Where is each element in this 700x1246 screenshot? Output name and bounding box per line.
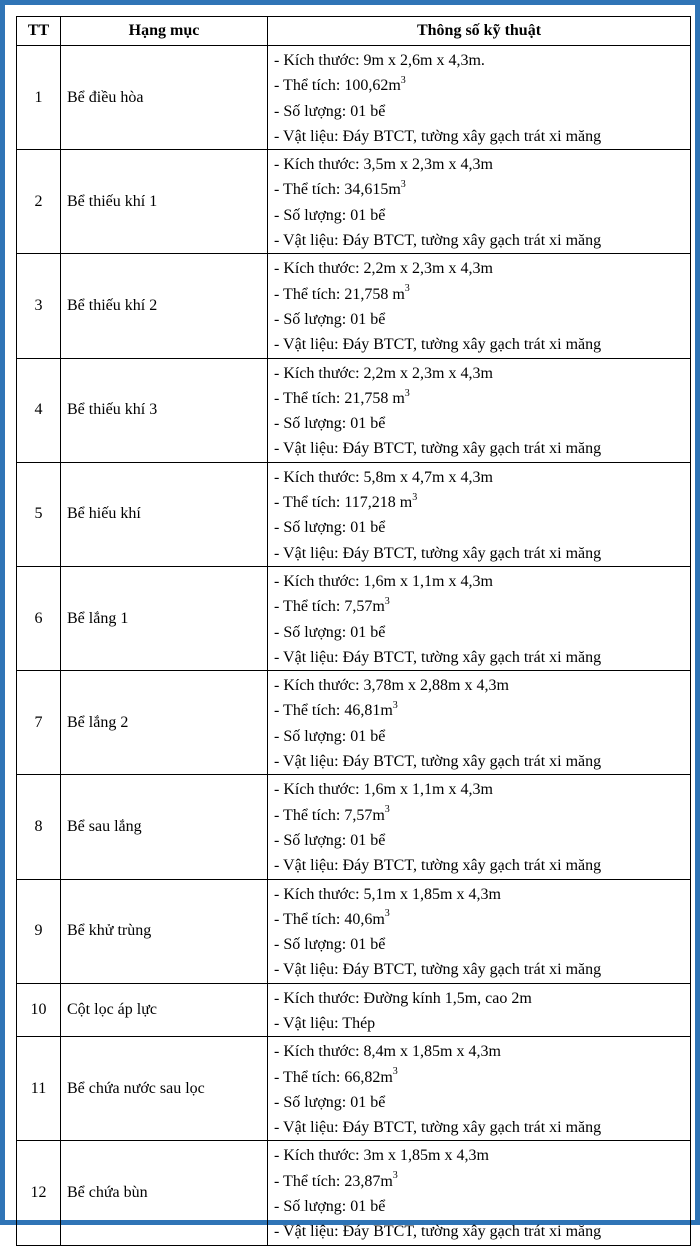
spec-text: - Thể tích: 66,82m: [274, 1068, 393, 1086]
item-name: Bể thiếu khí 2: [61, 254, 268, 358]
spec-line: [274, 620, 686, 645]
row-number: 7: [17, 671, 61, 775]
spec-line: [274, 749, 686, 774]
item-name: Bể sau lắng: [61, 775, 268, 879]
spec-text: - Vật liệu: Đáy BTCT, tường xây gạch trát xi măng: [274, 753, 602, 771]
spec-text: - Vật liệu: Đáy BTCT, tường xây gạch trát xi măng: [274, 961, 602, 979]
spec-text: - Kích thước: 2,2m x 2,3m x 4,3m: [274, 260, 493, 278]
item-name: Bể lắng 2: [61, 671, 268, 775]
spec-line: [274, 803, 686, 828]
row-number: 10: [17, 983, 61, 1037]
spec-text: - Vật liệu: Đáy BTCT, tường xây gạch trát xi măng: [274, 440, 602, 458]
item-specs: [268, 566, 691, 670]
spec-text: - Kích thước: 5,8m x 4,7m x 4,3m: [274, 468, 493, 486]
table-row: [17, 462, 691, 566]
spec-line: [274, 1011, 686, 1036]
spec-line: [274, 386, 686, 411]
spec-text: - Vật liệu: Đáy BTCT, tường xây gạch trát xi măng: [274, 1119, 602, 1137]
spec-line: [274, 828, 686, 853]
row-number: 5: [17, 462, 61, 566]
spec-line: [274, 907, 686, 932]
unit-superscript: 3: [412, 491, 418, 503]
spec-line: [274, 698, 686, 723]
spec-line: [274, 515, 686, 540]
table-header-row: [17, 17, 691, 46]
item-specs: [268, 671, 691, 775]
item-specs: [268, 150, 691, 254]
spec-text: - Số lượng: 01 bể: [274, 310, 386, 328]
unit-superscript: 3: [392, 1066, 398, 1078]
spec-line: [274, 882, 686, 907]
row-number: 9: [17, 879, 61, 983]
unit-superscript: 3: [404, 283, 410, 295]
spec-line: [274, 724, 686, 749]
table-row: [17, 775, 691, 879]
spec-text: - Kích thước: 8,4m x 1,85m x 4,3m: [274, 1043, 501, 1061]
unit-superscript: 3: [392, 1170, 398, 1182]
spec-text: - Số lượng: 01 bể: [274, 727, 386, 745]
item-name: Bể chứa nước sau lọc: [61, 1037, 268, 1141]
item-name: Bể hiếu khí: [61, 462, 268, 566]
table-row: [17, 46, 691, 150]
spec-text: - Thể tích: 7,57m: [274, 598, 385, 616]
spec-text: - Số lượng: 01 bể: [274, 206, 386, 224]
spec-line: [274, 307, 686, 332]
table-row: [17, 150, 691, 254]
spec-text: - Thể tích: 100,62m: [274, 77, 401, 95]
spec-text: - Vật liệu: Đáy BTCT, tường xây gạch trát xi măng: [274, 232, 602, 250]
item-specs: [268, 775, 691, 879]
spec-text: - Kích thước: Đường kính 1,5m, cao 2m: [274, 989, 532, 1007]
spec-line: [274, 465, 686, 490]
spec-text: - Số lượng: 01 bể: [274, 519, 386, 537]
spec-text: - Vật liệu: Thép: [274, 1014, 376, 1032]
row-number: 11: [17, 1037, 61, 1141]
table-row: [17, 566, 691, 670]
header-specs: Thông số kỹ thuật: [268, 17, 691, 46]
row-number: 2: [17, 150, 61, 254]
spec-text: - Kích thước: 3,78m x 2,88m x 4,3m: [274, 677, 509, 695]
spec-line: [274, 986, 686, 1011]
spec-text: - Vật liệu: Đáy BTCT, tường xây gạch trát xi măng: [274, 544, 602, 562]
spec-line: [274, 124, 686, 149]
row-number: 6: [17, 566, 61, 670]
spec-line: [274, 203, 686, 228]
spec-line: [274, 99, 686, 124]
spec-text: - Vật liệu: Đáy BTCT, tường xây gạch trát xi măng: [274, 336, 602, 354]
spec-line: [274, 569, 686, 594]
header-item: Hạng mục: [61, 17, 268, 46]
spec-text: - Số lượng: 01 bể: [274, 102, 386, 120]
spec-text: - Thể tích: 34,615m: [274, 181, 401, 199]
spec-line: [274, 436, 686, 461]
item-name: Bể thiếu khí 1: [61, 150, 268, 254]
item-specs: [268, 1141, 691, 1245]
table-row: [17, 983, 691, 1037]
spec-line: [274, 48, 686, 73]
item-name: Cột lọc áp lực: [61, 983, 268, 1037]
item-name: Bể điều hòa: [61, 46, 268, 150]
table-body: [17, 46, 691, 1246]
unit-superscript: 3: [384, 804, 390, 816]
spec-text: - Thể tích: 117,218 m: [274, 494, 413, 512]
unit-superscript: 3: [384, 595, 390, 607]
spec-line: [274, 332, 686, 357]
spec-line: [274, 177, 686, 202]
unit-superscript: 3: [384, 908, 390, 920]
spec-line: [274, 1219, 686, 1244]
item-name: Bể khử trùng: [61, 879, 268, 983]
spec-text: - Thể tích: 40,6m: [274, 910, 385, 928]
item-name: Bể lắng 1: [61, 566, 268, 670]
spec-line: [274, 73, 686, 98]
spec-line: [274, 1039, 686, 1064]
spec-line: [274, 1090, 686, 1115]
item-specs: [268, 254, 691, 358]
spec-text: - Kích thước: 3m x 1,85m x 4,3m: [274, 1147, 489, 1165]
spec-line: [274, 932, 686, 957]
spec-line: [274, 152, 686, 177]
spec-text: - Vật liệu: Đáy BTCT, tường xây gạch trát xi măng: [274, 648, 602, 666]
spec-line: [274, 282, 686, 307]
item-name: Bể thiếu khí 3: [61, 358, 268, 462]
spec-line: [274, 957, 686, 982]
spec-line: [274, 228, 686, 253]
specification-table: [16, 16, 691, 1246]
spec-text: - Kích thước: 5,1m x 1,85m x 4,3m: [274, 885, 501, 903]
table-row: [17, 358, 691, 462]
spec-line: [274, 673, 686, 698]
spec-text: - Số lượng: 01 bể: [274, 415, 386, 433]
spec-text: - Thể tích: 21,758 m: [274, 285, 405, 303]
spec-text: - Kích thước: 3,5m x 2,3m x 4,3m: [274, 156, 493, 174]
spec-text: - Kích thước: 2,2m x 2,3m x 4,3m: [274, 364, 493, 382]
spec-line: [274, 490, 686, 515]
item-specs: [268, 46, 691, 150]
row-number: 8: [17, 775, 61, 879]
spec-text: - Thể tích: 23,87m: [274, 1172, 393, 1190]
row-number: 12: [17, 1141, 61, 1245]
item-specs: [268, 358, 691, 462]
unit-superscript: 3: [400, 74, 406, 86]
spec-text: - Thể tích: 7,57m: [274, 806, 385, 824]
unit-superscript: 3: [404, 387, 410, 399]
spec-line: [274, 411, 686, 436]
table-row: [17, 1037, 691, 1141]
row-number: 1: [17, 46, 61, 150]
spec-line: [274, 645, 686, 670]
spec-text: - Số lượng: 01 bể: [274, 831, 386, 849]
spec-text: - Số lượng: 01 bể: [274, 936, 386, 954]
spec-line: [274, 1143, 686, 1168]
spec-text: - Số lượng: 01 bể: [274, 1093, 386, 1111]
spec-text: - Thể tích: 46,81m: [274, 702, 393, 720]
spec-line: [274, 777, 686, 802]
spec-text: - Số lượng: 01 bể: [274, 623, 386, 641]
unit-superscript: 3: [392, 700, 398, 712]
spec-text: - Vật liệu: Đáy BTCT, tường xây gạch trát xi măng: [274, 857, 602, 875]
table-row: [17, 671, 691, 775]
row-number: 4: [17, 358, 61, 462]
spec-line: [274, 594, 686, 619]
spec-line: [274, 541, 686, 566]
spec-line: [274, 256, 686, 281]
item-specs: [268, 1037, 691, 1141]
item-specs: [268, 879, 691, 983]
item-specs: [268, 983, 691, 1037]
spec-line: [274, 1065, 686, 1090]
spec-text: - Kích thước: 9m x 2,6m x 4,3m.: [274, 52, 485, 69]
item-name: Bể chứa bùn: [61, 1141, 268, 1245]
table-row: [17, 1141, 691, 1245]
row-number: 3: [17, 254, 61, 358]
spec-text: - Kích thước: 1,6m x 1,1m x 4,3m: [274, 572, 493, 590]
spec-line: [274, 1169, 686, 1194]
spec-text: - Vật liệu: Đáy BTCT, tường xây gạch trát xi măng: [274, 1223, 602, 1241]
table-row: [17, 254, 691, 358]
header-tt: TT: [17, 17, 61, 46]
spec-text: - Kích thước: 1,6m x 1,1m x 4,3m: [274, 781, 493, 799]
unit-superscript: 3: [400, 179, 406, 191]
item-specs: [268, 462, 691, 566]
spec-text: - Thể tích: 21,758 m: [274, 389, 405, 407]
spec-text: - Vật liệu: Đáy BTCT, tường xây gạch trát xi măng: [274, 127, 602, 145]
table-row: [17, 879, 691, 983]
spec-line: [274, 1194, 686, 1219]
spec-line: [274, 853, 686, 878]
spec-line: [274, 361, 686, 386]
spec-text: - Số lượng: 01 bể: [274, 1198, 386, 1216]
spec-line: [274, 1115, 686, 1140]
